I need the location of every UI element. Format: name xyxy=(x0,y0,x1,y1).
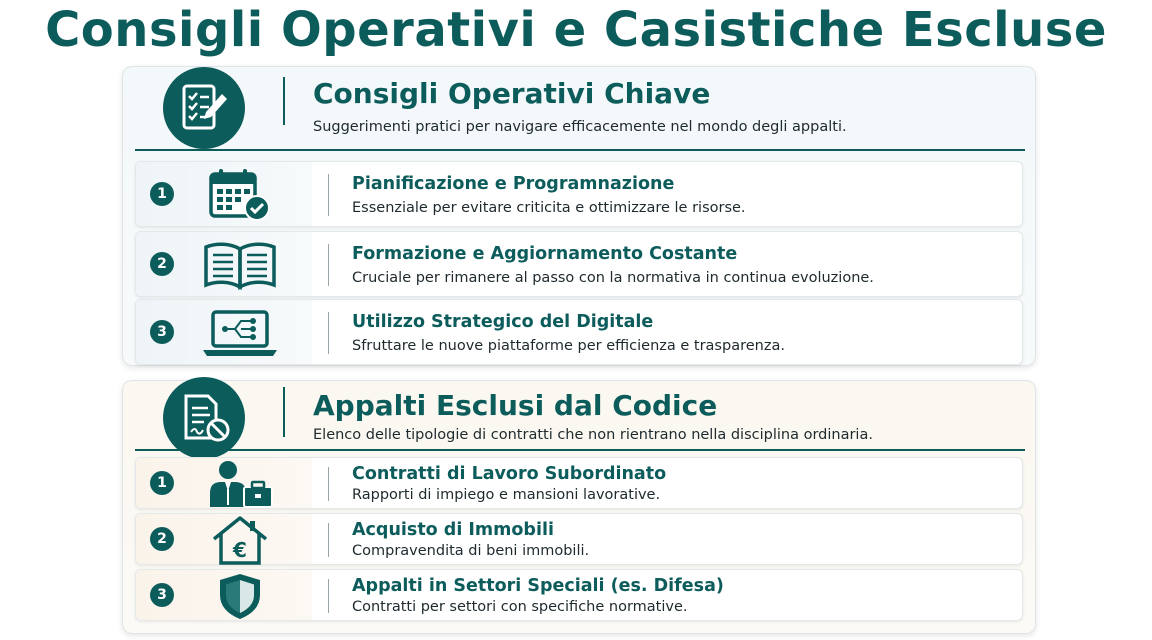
list-item xyxy=(135,231,1023,297)
item-description: Contratti per settori con specifiche normative. xyxy=(352,599,688,615)
document-prohibited-icon xyxy=(163,377,245,459)
list-item xyxy=(135,161,1023,227)
item-title: Pianificazione e Programnazione xyxy=(352,174,675,194)
header-divider xyxy=(283,387,285,437)
excluded-panel xyxy=(122,380,1036,634)
item-title: Contratti di Lavoro Subordinato xyxy=(352,464,667,484)
header-rule xyxy=(135,149,1025,151)
item-description: Essenziale per evitare criticita e ottimizzare le risorse. xyxy=(352,200,746,216)
list-item xyxy=(135,513,1023,565)
item-title: Utilizzo Strategico del Digitale xyxy=(352,312,654,332)
open-book-icon xyxy=(200,234,280,296)
house-euro-icon xyxy=(200,514,280,566)
worker-briefcase-icon xyxy=(200,458,280,510)
list-item xyxy=(135,569,1023,621)
item-number: 1 xyxy=(150,471,174,495)
tips-panel xyxy=(122,66,1036,366)
item-number: 3 xyxy=(150,583,174,607)
section-subheading: Elenco delle tipologie di contratti che non rientrano nella disciplina ordinaria. xyxy=(313,427,873,443)
item-description: Compravendita di beni immobili. xyxy=(352,543,590,559)
section-subheading: Suggerimenti pratici per navigare efficacemente nel mondo degli appalti. xyxy=(313,119,847,135)
section-heading: Consigli Operativi Chiave xyxy=(313,77,711,110)
svg-text:€: € xyxy=(233,538,247,562)
item-number: 3 xyxy=(150,320,174,344)
list-item xyxy=(135,457,1023,509)
item-title: Acquisto di Immobili xyxy=(352,520,554,540)
section-heading: Appalti Esclusi dal Codice xyxy=(313,389,718,422)
list-item xyxy=(135,299,1023,365)
item-number: 2 xyxy=(150,527,174,551)
item-title: Appalti in Settori Speciali (es. Difesa) xyxy=(352,576,724,596)
item-number: 2 xyxy=(150,252,174,276)
calendar-check-icon xyxy=(200,164,280,226)
item-number: 1 xyxy=(150,182,174,206)
laptop-network-icon xyxy=(200,302,280,364)
item-description: Cruciale per rimanere al passo con la normativa in continua evoluzione. xyxy=(352,270,874,286)
shield-icon xyxy=(200,570,280,622)
item-title: Formazione e Aggiornamento Costante xyxy=(352,244,738,264)
page-title: Consigli Operativi e Casistiche Escluse xyxy=(45,2,1107,58)
checklist-pencil-icon xyxy=(163,67,245,149)
header-rule xyxy=(135,449,1025,451)
item-description: Sfruttare le nuove piattaforme per efficienza e trasparenza. xyxy=(352,338,785,354)
header-divider xyxy=(283,77,285,125)
item-description: Rapporti di impiego e mansioni lavorative. xyxy=(352,487,661,503)
